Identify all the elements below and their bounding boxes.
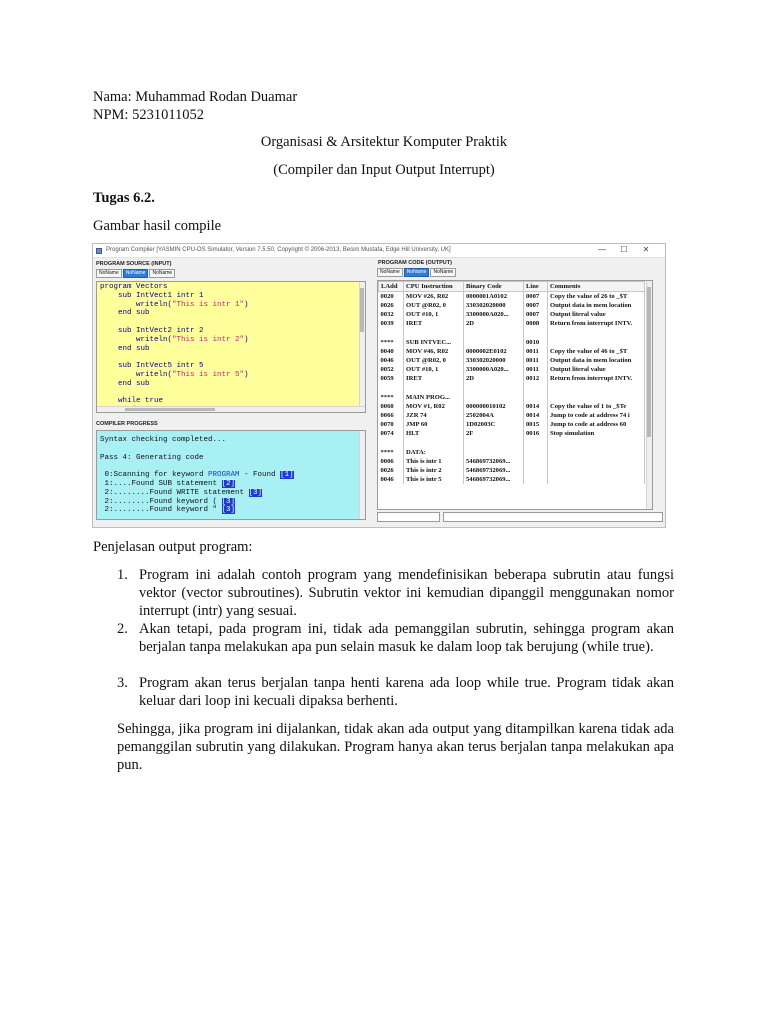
table-cell: 0060 [379, 402, 404, 411]
progress-line: Syntax checking completed... [100, 436, 227, 444]
compiler-progress-log[interactable] [96, 430, 366, 520]
table-cell: 3300000A020... [464, 365, 524, 374]
table-row[interactable] [379, 301, 645, 310]
table-row[interactable] [379, 292, 645, 301]
table-cell: 0011 [524, 347, 548, 356]
table-row[interactable] [379, 356, 645, 365]
table-cell: Output literal value [548, 365, 645, 374]
source-line [100, 353, 362, 362]
progress-line [100, 462, 362, 471]
col-ladd[interactable]: LAdd [379, 282, 404, 292]
window-titlebar [93, 244, 665, 258]
table-cell: Copy the value of 46 to _$T [548, 347, 645, 356]
table-cell: Return from interrupt INTV. [548, 319, 645, 328]
source-horizontal-scrollbar[interactable] [97, 406, 365, 412]
table-cell: **** [379, 337, 404, 346]
table-cell: Stop simulation [548, 429, 645, 438]
table-cell: JMP 60 [404, 420, 464, 429]
table-cell [464, 337, 524, 346]
app-icon [96, 248, 102, 254]
table-cell [548, 466, 645, 475]
table-cell [404, 439, 464, 448]
table-cell: 0026 [379, 466, 404, 475]
maximize-icon[interactable]: ☐ [620, 245, 628, 254]
table-cell [548, 393, 645, 402]
student-name: Nama: Muhammad Rodan Duamar [93, 89, 298, 105]
table-cell: 0007 [524, 301, 548, 310]
list-text: Program akan terus berjalan tanpa henti karena ada loop while true. Program tidak akan keluar dari loop ini kecuali dipaksa berhenti. [139, 675, 674, 709]
table-cell: **** [379, 448, 404, 457]
table-cell [548, 457, 645, 466]
source-line: sub IntVect1 intr 1 [100, 291, 204, 300]
table-cell: 2502004A [464, 411, 524, 420]
table-cell [524, 466, 548, 475]
table-cell: 0011 [524, 356, 548, 365]
output-status-field-1 [377, 512, 440, 522]
list-number: 2. [117, 621, 128, 637]
image-caption: Gambar hasil compile [93, 218, 222, 234]
source-code [97, 282, 365, 413]
table-cell [464, 328, 524, 337]
table-row[interactable] [379, 402, 645, 411]
col-comments[interactable]: Comments [548, 282, 645, 292]
source-tab-1[interactable]: NoName [96, 269, 122, 278]
source-panel-title: PROGRAM SOURCE (INPUT) [96, 261, 172, 267]
table-row[interactable] [379, 393, 645, 402]
code-table [378, 281, 645, 484]
document-subtitle: (Compiler dan Input Output Interrupt) [273, 162, 495, 178]
source-line: writeln("This is intr 5") [100, 370, 249, 379]
table-cell: 2D [464, 374, 524, 383]
table-cell [464, 439, 524, 448]
progress-text [97, 431, 365, 516]
table-row[interactable] [379, 310, 645, 319]
table-cell: 0011 [524, 365, 548, 374]
table-cell [524, 475, 548, 484]
table-row[interactable] [379, 475, 645, 484]
table-cell [464, 383, 524, 392]
table-cell: 330302020000 [464, 301, 524, 310]
table-cell: Jump to code at address 60 [548, 420, 645, 429]
table-cell: HLT [404, 429, 464, 438]
table-cell: 0000002E0102 [464, 347, 524, 356]
program-code-output[interactable] [377, 280, 653, 510]
task-heading: Tugas 6.2. [93, 190, 155, 206]
table-row[interactable] [379, 411, 645, 420]
table-cell: 330302020000 [464, 356, 524, 365]
table-cell [548, 337, 645, 346]
table-cell [548, 439, 645, 448]
table-cell: Return from interrupt INTV. [548, 374, 645, 383]
progress-line: Pass 4: Generating code [100, 453, 204, 462]
table-cell [404, 383, 464, 392]
list-text: Akan tetapi, pada program ini, tidak ada pemanggilan subrutin, sehingga program akan berjalan tanpa melakukan apa pun selain masuk ke dalam loop tak berujung (while true). [139, 621, 674, 655]
progress-line: 2:........Found keyword " [3] [100, 506, 236, 515]
close-icon[interactable]: ✕ [642, 245, 650, 254]
table-cell: 0059 [379, 374, 404, 383]
source-vertical-scrollbar[interactable] [359, 282, 365, 412]
table-cell: OUT #10, 1 [404, 310, 464, 319]
table-cell: MAIN PROG... [404, 393, 464, 402]
document-title: Organisasi & Arsitektur Komputer Praktik [260, 134, 508, 150]
table-cell: 0070 [379, 420, 404, 429]
table-cell: 0040 [379, 347, 404, 356]
table-cell: OUT @R02, 0 [404, 301, 464, 310]
list-text: Program ini adalah contoh program yang mendefinisikan beberapa subrutin atau fungsi vektor (vector subroutines). Subrutin vektor ini kemudian dipanggil menggunakan nomor interrupt (intr) yang sesuai. [139, 567, 674, 619]
table-row[interactable] [379, 420, 645, 429]
table-row[interactable] [379, 383, 645, 392]
output-tab-1[interactable]: NoName [377, 268, 403, 277]
table-cell: 546869732069... [464, 475, 524, 484]
explanation-heading: Penjelasan output program: [93, 539, 253, 555]
table-row[interactable] [379, 374, 645, 383]
table-row[interactable] [379, 328, 645, 337]
source-tab-2[interactable]: NoName [123, 269, 149, 278]
table-row[interactable] [379, 448, 645, 457]
table-cell: SUB INTVEC... [404, 337, 464, 346]
table-row[interactable] [379, 337, 645, 346]
output-tabs [377, 268, 457, 277]
table-cell [379, 439, 404, 448]
table-cell [464, 448, 524, 457]
table-cell: JZR 74 [404, 411, 464, 420]
table-cell: 0015 [524, 420, 548, 429]
table-cell: 0020 [379, 292, 404, 301]
table-row[interactable] [379, 319, 645, 328]
source-line [100, 318, 362, 327]
table-cell: 0032 [379, 310, 404, 319]
table-cell [379, 383, 404, 392]
table-cell: This is intr 5 [404, 475, 464, 484]
table-cell: Output literal value [548, 310, 645, 319]
table-cell: 0074 [379, 429, 404, 438]
table-cell: 0007 [524, 292, 548, 301]
table-cell: 0014 [524, 402, 548, 411]
progress-vertical-scrollbar[interactable] [359, 431, 365, 519]
list-item-3 [117, 674, 674, 710]
table-cell: 0016 [524, 429, 548, 438]
table-cell: 0010 [524, 337, 548, 346]
table-cell: 0046 [379, 475, 404, 484]
source-line: writeln("This is intr 2") [100, 335, 249, 344]
table-cell: 0066 [379, 411, 404, 420]
table-cell: MOV #46, R02 [404, 347, 464, 356]
table-cell [379, 328, 404, 337]
table-cell: OUT @R02, 0 [404, 356, 464, 365]
table-cell: **** [379, 393, 404, 402]
progress-line [100, 445, 362, 454]
table-cell [524, 383, 548, 392]
minimize-icon[interactable]: — [598, 245, 606, 254]
table-cell: 0006 [379, 457, 404, 466]
source-tab-3[interactable]: NoName [149, 269, 175, 278]
table-cell: 0012 [524, 374, 548, 383]
table-cell: MOV #1, R02 [404, 402, 464, 411]
table-cell: Jump to code at address 74 i [548, 411, 645, 420]
table-cell: 0008 [524, 319, 548, 328]
source-line: end sub [100, 309, 150, 318]
window-title: Program Compiler [YASMIN CPU-OS Simulator, Version 7.5.50, Copyright © 2006-2013, Besim Mustafa, Edge Hill University, UK] [106, 247, 451, 253]
output-vertical-scrollbar[interactable] [646, 281, 652, 509]
table-cell: 2F [464, 429, 524, 438]
table-cell [464, 393, 524, 402]
output-tab-2[interactable]: NoName [404, 268, 430, 277]
col-cpu-instruction[interactable]: CPU Instruction [404, 282, 464, 292]
window-controls [591, 245, 657, 254]
table-row[interactable] [379, 457, 645, 466]
table-row[interactable] [379, 347, 645, 356]
table-cell [524, 448, 548, 457]
table-cell: Output data in mem location [548, 301, 645, 310]
table-cell: 0007 [524, 310, 548, 319]
table-cell: 0039 [379, 319, 404, 328]
source-line: writeln("This is intr 1") [100, 300, 249, 309]
source-line: end sub [100, 379, 150, 388]
table-cell [524, 457, 548, 466]
progress-line: 2:........Found keyword ( [3] [100, 497, 236, 506]
table-cell [548, 448, 645, 457]
table-row[interactable] [379, 439, 645, 448]
table-cell: 000000010102 [464, 402, 524, 411]
table-cell: Copy the value of 1 to _$Te [548, 402, 645, 411]
table-cell: Copy the value of 26 to _$T [548, 292, 645, 301]
table-cell [524, 393, 548, 402]
source-tabs [96, 269, 176, 278]
table-cell: 546869732069... [464, 457, 524, 466]
source-line: program Vectors [100, 283, 168, 291]
list-item-1 [117, 566, 674, 620]
program-source-editor[interactable] [96, 281, 366, 413]
table-cell: 1D02003C [464, 420, 524, 429]
table-cell: 2D [464, 319, 524, 328]
output-tab-3[interactable]: NoName [430, 268, 456, 277]
table-cell [548, 475, 645, 484]
table-cell: IRET [404, 374, 464, 383]
table-cell: Output data in mem location [548, 356, 645, 365]
source-line [100, 389, 362, 398]
table-cell: 0026 [379, 301, 404, 310]
table-cell: MOV #26, R02 [404, 292, 464, 301]
table-cell [548, 328, 645, 337]
source-line: end sub [100, 344, 150, 353]
output-status-field-2 [443, 512, 663, 522]
table-cell: 3300000A020... [464, 310, 524, 319]
table-row[interactable] [379, 429, 645, 438]
source-line: sub IntVect5 intr 5 [100, 362, 204, 371]
table-cell: 546869732069... [464, 466, 524, 475]
progress-panel-title: COMPILER PROGRESS [96, 421, 158, 427]
table-cell: 0052 [379, 365, 404, 374]
table-cell: OUT #10, 1 [404, 365, 464, 374]
table-cell: IRET [404, 319, 464, 328]
table-cell: This is intr 2 [404, 466, 464, 475]
col-line[interactable]: Line [524, 282, 548, 292]
table-cell: 0014 [524, 411, 548, 420]
table-row[interactable] [379, 466, 645, 475]
conclusion-paragraph: Sehingga, jika program ini dijalankan, tidak akan ada output yang ditampilkan karena tidak ada pemanggilan subrutin yang dilakukan. Program hanya akan terus berjalan tanpa melakukan apa pun. [117, 721, 674, 773]
table-cell: 0000001A0102 [464, 292, 524, 301]
col-binary-code[interactable]: Binary Code [464, 282, 524, 292]
table-cell: This is intr 1 [404, 457, 464, 466]
progress-line: 1:....Found SUB statement [2] [100, 479, 236, 488]
table-cell [404, 328, 464, 337]
output-panel-title: PROGRAM CODE (OUTPUT) [378, 260, 452, 266]
table-cell: DATA: [404, 448, 464, 457]
list-number: 1. [117, 567, 128, 583]
table-cell [524, 328, 548, 337]
student-npm: NPM: 5231011052 [93, 107, 205, 123]
code-table-header [379, 282, 645, 292]
compiler-screenshot [92, 243, 666, 528]
table-row[interactable] [379, 365, 645, 374]
list-item-2 [117, 620, 674, 656]
source-line: while true [100, 397, 164, 406]
list-number: 3. [117, 675, 128, 691]
progress-line: 2:........Found WRITE statement [3] [100, 488, 263, 497]
table-cell [524, 439, 548, 448]
source-line: sub IntVect2 intr 2 [100, 326, 204, 335]
table-cell: 0046 [379, 356, 404, 365]
table-cell [548, 383, 645, 392]
progress-line: 0:Scanning for keyword PROGRAM - Found [1] [100, 471, 294, 480]
